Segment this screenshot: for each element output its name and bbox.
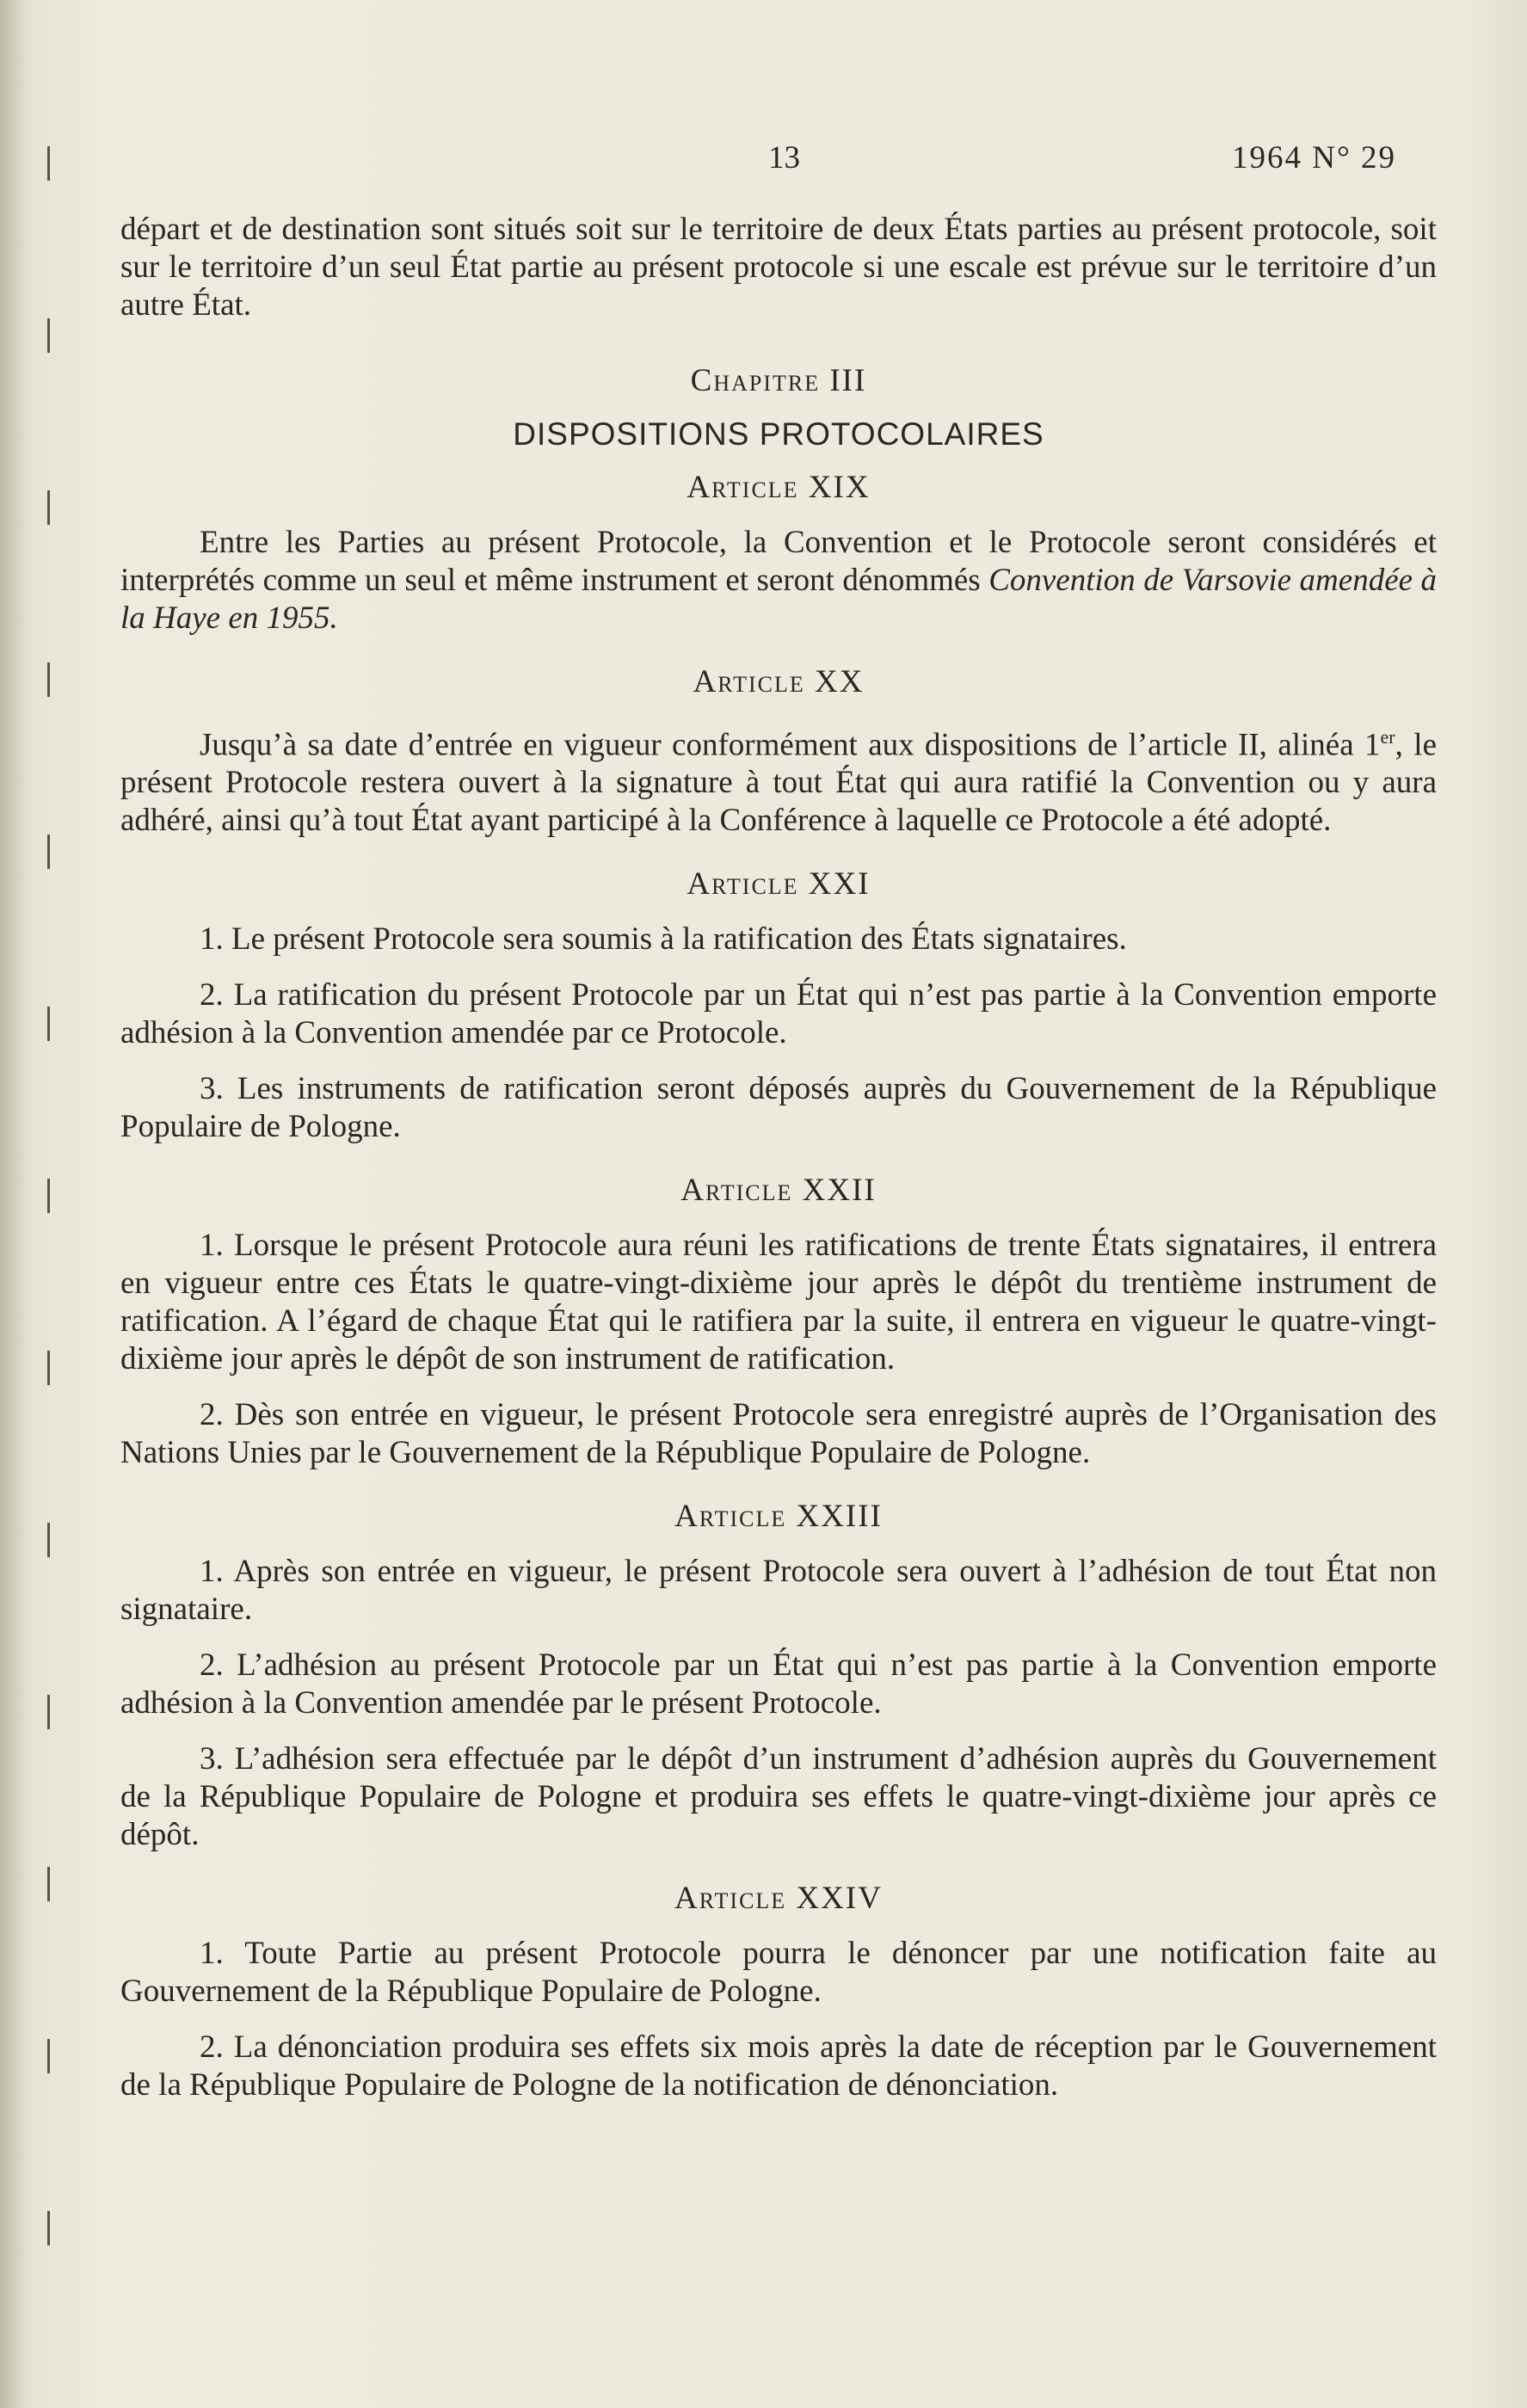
article-paragraph: 2. L’adhésion au présent Protocole par un État qui n’est pas partie à la Convention emporte adhésion à la Convention amendée par le présent Protocole. <box>120 1647 1437 1721</box>
margin-mark <box>47 1523 50 1557</box>
page-header <box>0 139 1527 191</box>
article-paragraph: 1. Toute Partie au présent Protocole pourra le dénoncer par une notification faite au Gouvernement de la République Populaire de Pologne. <box>120 1936 1437 2010</box>
margin-mark <box>47 1351 50 1385</box>
article-paragraph: 3. L’adhésion sera effectuée par le dépôt d’un instrument d’adhésion auprès du Gouvernement de la République Populaire de Pologne et produira ses effets le quatre-vingt-dixième jour après ce dépôt. <box>120 1741 1437 1853</box>
page-binding-shadow <box>0 0 28 2408</box>
article-paragraph: 1. Lorsque le présent Protocole aura réuni les ratifications de trente États signataires, il entrera en vigueur entre ces États le quatre-vingt-dixième jour après le dépôt du trentième instrument de ratification. A l’égard de chaque État qui le ratifiera par la suite, il entrera en vigueur le quatre-vingt-dixième jour après le dépôt de son instrument de ratification. <box>120 1228 1437 1377</box>
article-paragraph: 1. Après son entrée en vigueur, le présent Protocole sera ouvert à l’adhésion de tout État non signataire. <box>120 1554 1437 1628</box>
article-heading: Article XXI <box>687 866 871 902</box>
chapter-title: DISPOSITIONS PROTOCOLAIRES <box>513 416 1044 452</box>
page-number: 13 <box>768 140 800 176</box>
margin-line-marks <box>47 146 52 2340</box>
article-heading: Article XX <box>693 664 865 699</box>
article-heading: Article XIX <box>687 470 871 505</box>
margin-mark <box>47 662 50 697</box>
margin-mark <box>47 1695 50 1729</box>
margin-mark <box>47 1179 50 1213</box>
article-heading: Article XXIV <box>674 1881 883 1917</box>
article-paragraph: 2. La dénonciation produira ses effets six mois après la date de réception par le Gouvernement de la République Populaire de Pologne de la notification de dénonciation. <box>120 2029 1437 2103</box>
article-paragraph: 3. Les instruments de ratification seront déposés auprès du Gouvernement de la République Populaire de Pologne. <box>120 1071 1437 1145</box>
document-body <box>120 211 1437 2122</box>
margin-mark <box>47 2039 50 2073</box>
margin-mark <box>47 2211 50 2245</box>
margin-mark <box>47 1007 50 1041</box>
margin-mark <box>47 1867 50 1901</box>
publication-number: 1964 N° 29 <box>1232 140 1397 176</box>
article-paragraph: 1. Le présent Protocole sera soumis à la ratification des États signataires. <box>200 921 1127 958</box>
article-heading: Article XXIII <box>674 1499 883 1535</box>
article-paragraph <box>120 524 1437 637</box>
continuation-paragraph: départ et de destination sont situés soit sur le territoire de deux États parties au présent protocole, soit sur le territoire d’un seul État partie au présent protocole si une escale est prévue sur le territoire d’un autre État. <box>120 212 1437 323</box>
article-paragraph: Jusqu’à sa date d’entrée en vigueur conformément aux dispositions de l’article II, alinéa 1er, le présent Protocole restera ouvert à la signature à tout État qui aura ratifié la Convention ou y aura adhéré, ainsi qu’à tout État ayant participé à la Conférence à laquelle ce Protocole a été adopté. <box>120 726 1437 839</box>
ordinal-suffix: er <box>1380 726 1395 748</box>
margin-mark <box>47 490 50 525</box>
convention-name: Convention de Varsovie amendée à la Haye en 1955. <box>120 563 1438 636</box>
article-text: Entre les Parties au présent Protocole, la Convention et le Protocole seront considérés et interprétés comme un seul et même instrument et seront dénommés <box>120 525 1437 598</box>
margin-mark <box>47 318 50 353</box>
article-paragraph: 2. Dès son entrée en vigueur, le présent Protocole sera enregistré auprès de l’Organisation des Nations Unies par le Gouvernement de la République Populaire de Pologne. <box>120 1397 1437 1471</box>
margin-mark <box>47 834 50 869</box>
chapter-heading: Chapitre III <box>690 363 867 398</box>
article-heading: Article XXII <box>680 1173 877 1209</box>
article-paragraph: 2. La ratification du présent Protocole par un État qui n’est pas partie à la Convention emporte adhésion à la Convention amendée par ce Protocole. <box>120 977 1437 1051</box>
